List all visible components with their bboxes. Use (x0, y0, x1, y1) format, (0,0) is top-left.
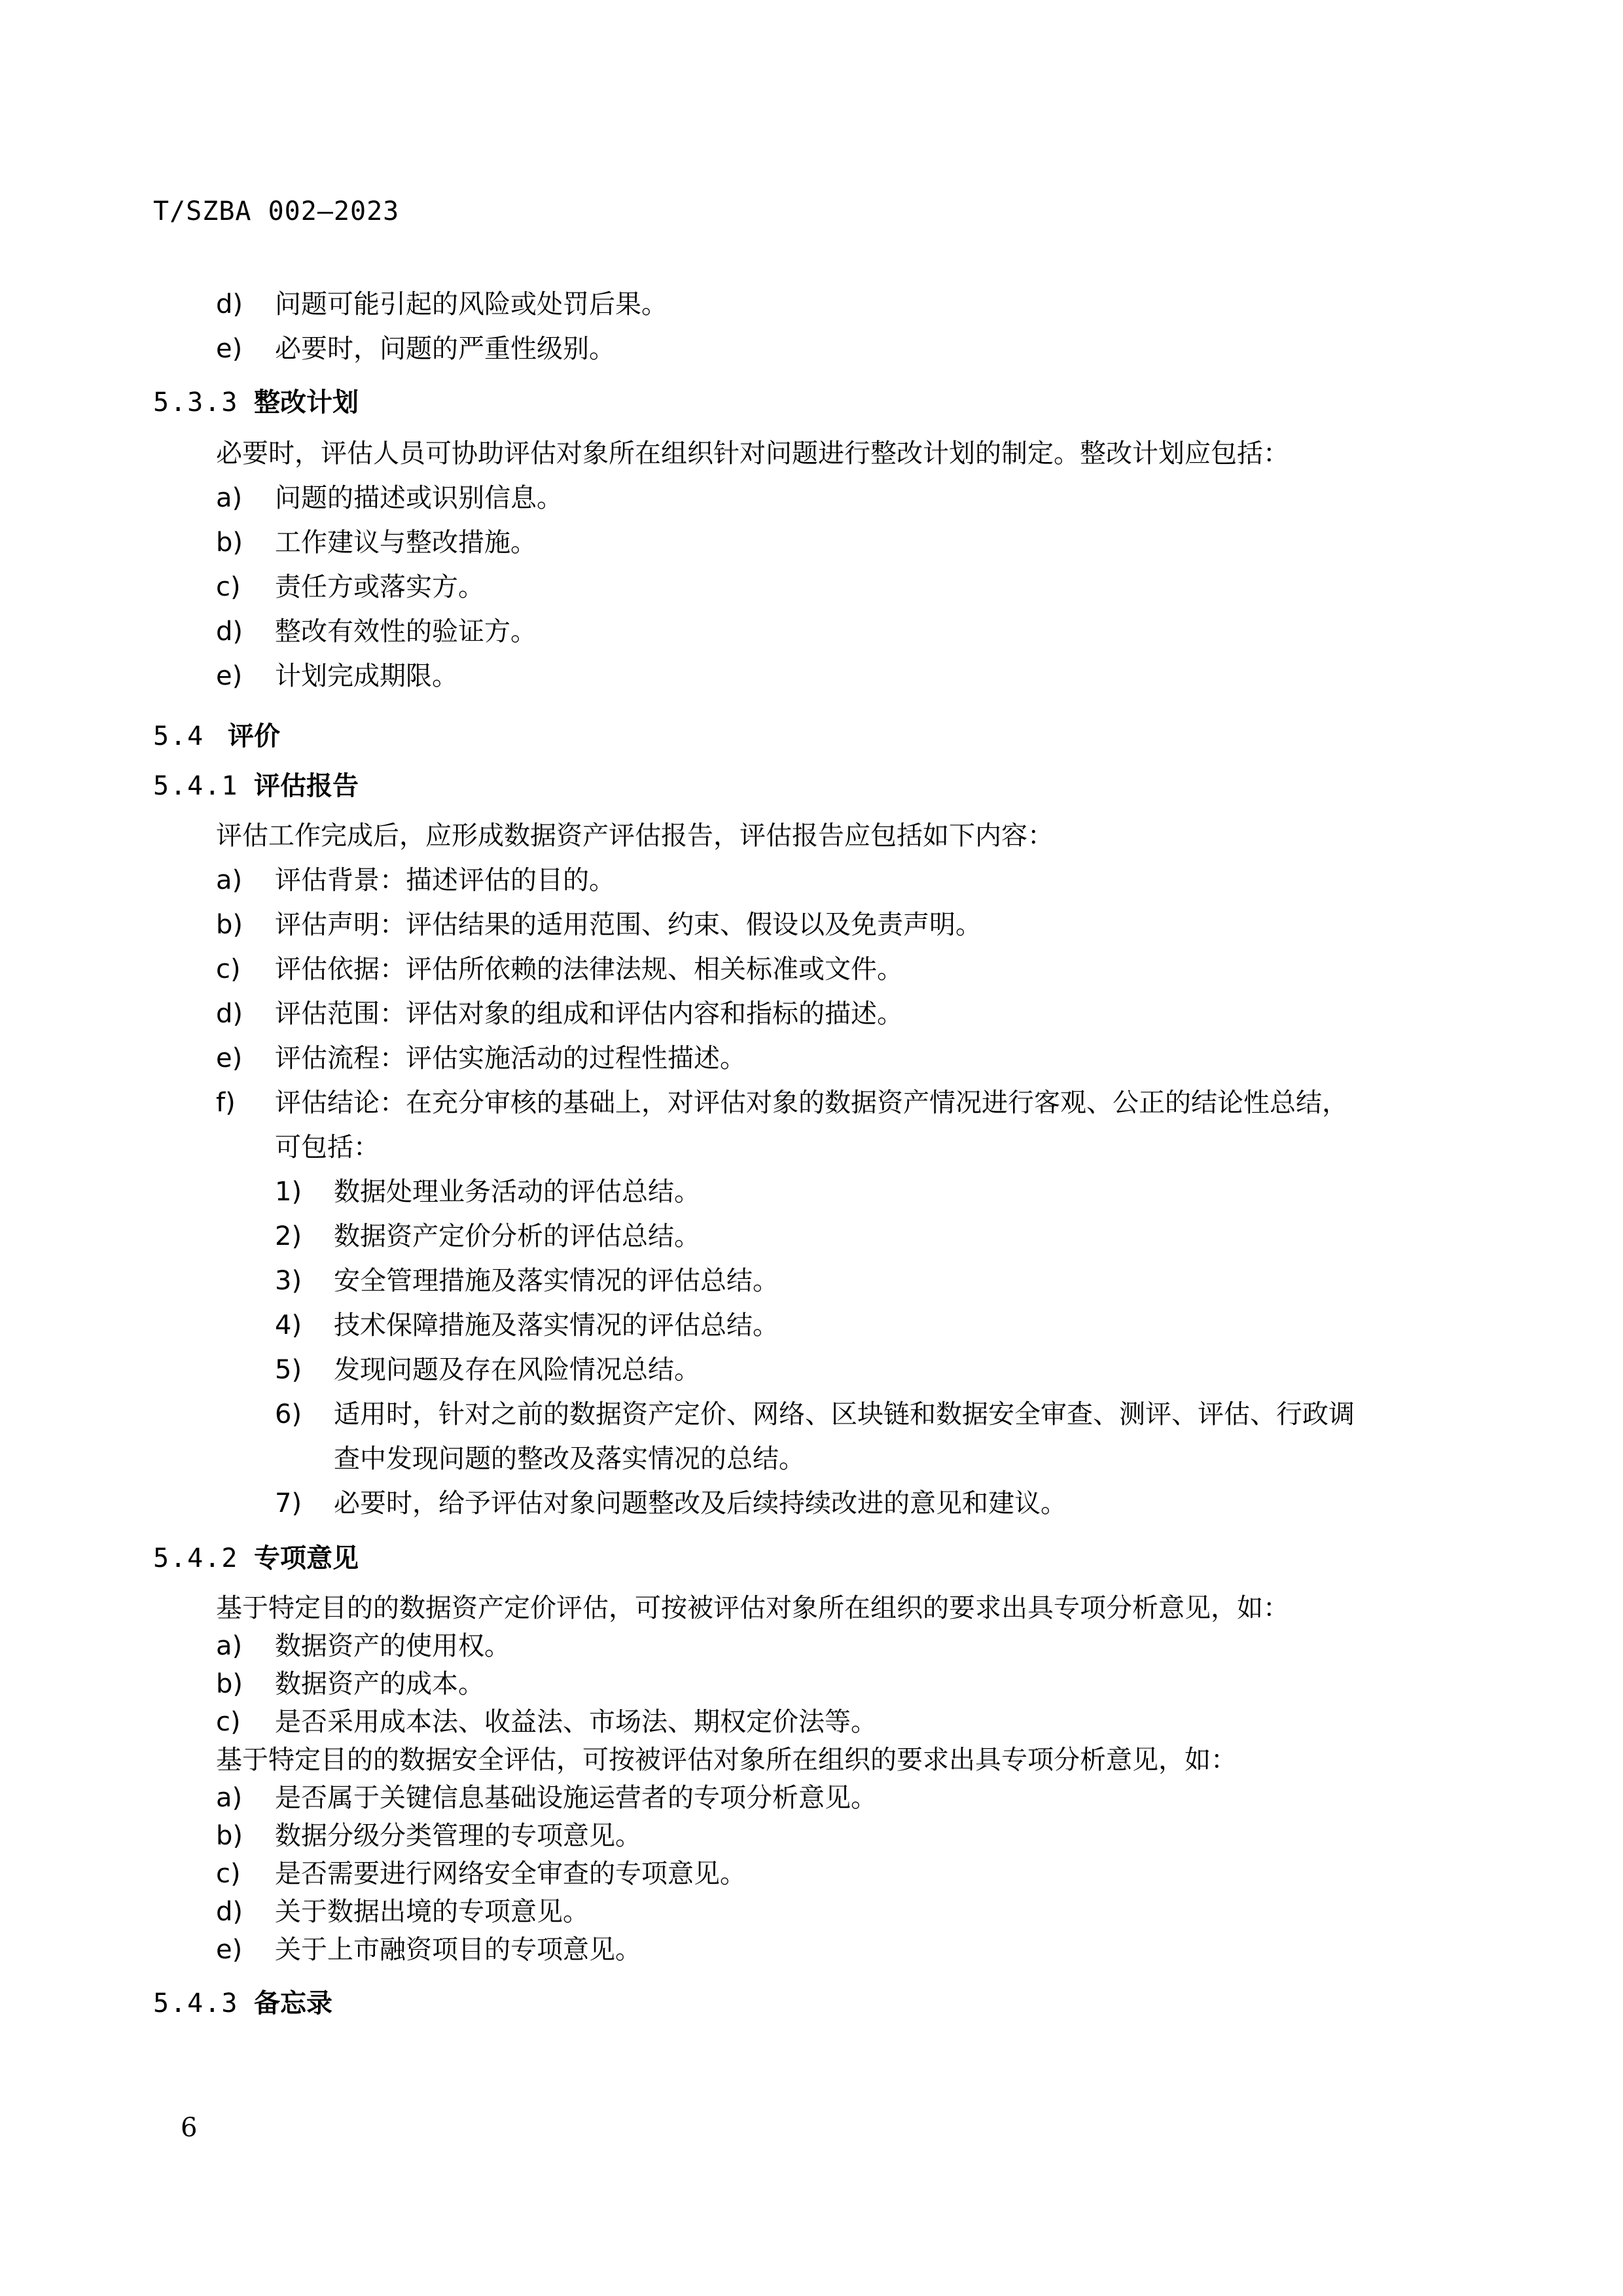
item-text: 是否需要进行网络安全审查的专项意见。 (275, 1859, 746, 1889)
item-label: e) (216, 334, 243, 364)
item-label: a) (216, 1631, 243, 1661)
item-label: f) (216, 1088, 236, 1118)
section-title: 专项意见 (254, 1543, 359, 1573)
item-label: c) (216, 954, 241, 984)
section-number: 5.4.3 (153, 1988, 239, 2018)
paragraph-text: 必要时，评估人员可协助评估对象所在组织针对问题进行整改计划的制定。整改计划应包括： (216, 439, 1289, 469)
page-number: 6 (181, 2113, 198, 2143)
item-text: 评估结论：在充分审核的基础上，对评估对象的数据资产情况进行客观、公正的结论性总结， (275, 1088, 1348, 1118)
item-text: 技术保障措施及落实情况的评估总结。 (334, 1310, 779, 1340)
paragraph-text: 基于特定目的的数据安全评估，可按被评估对象所在组织的要求出具专项分析意见，如： (216, 1745, 1237, 1775)
item-label: c) (216, 1707, 241, 1737)
item-text: 可包括： (275, 1132, 380, 1162)
item-label: a) (216, 1783, 243, 1813)
section-number: 5.4 (153, 721, 205, 751)
section-title: 评估报告 (254, 771, 359, 801)
item-text: 数据分级分类管理的专项意见。 (275, 1821, 641, 1851)
section-title: 备忘录 (254, 1988, 332, 2018)
item-label: d) (216, 1897, 243, 1927)
item-label: b) (216, 910, 243, 940)
section-number: 5.4.2 (153, 1543, 239, 1573)
item-text: 适用时，针对之前的数据资产定价、网络、区块链和数据安全审查、测评、评估、行政调 (334, 1399, 1355, 1429)
item-label: d) (216, 289, 243, 319)
item-text: 是否属于关键信息基础设施运营者的专项分析意见。 (275, 1783, 877, 1813)
item-text: 问题的描述或识别信息。 (275, 483, 563, 513)
item-label: d) (216, 617, 243, 647)
section-number: 5.3.3 (153, 387, 239, 418)
item-label: a) (216, 865, 243, 895)
item-label: 2) (275, 1221, 302, 1251)
section-number: 5.4.1 (153, 771, 239, 801)
item-label: 7) (275, 1488, 302, 1518)
item-text: 数据资产定价分析的评估总结。 (334, 1221, 700, 1251)
item-label: a) (216, 483, 243, 513)
item-text: 数据资产的成本。 (275, 1669, 484, 1699)
section-title: 整改计划 (254, 387, 359, 418)
item-text: 工作建议与整改措施。 (275, 528, 537, 558)
item-label: b) (216, 1821, 243, 1851)
item-label: b) (216, 1669, 243, 1699)
item-label: 4) (275, 1310, 302, 1340)
paragraph-text: 评估工作完成后，应形成数据资产评估报告，评估报告应包括如下内容： (216, 821, 1054, 851)
item-text: 评估范围：评估对象的组成和评估内容和指标的描述。 (275, 999, 903, 1029)
item-text: 问题可能引起的风险或处罚后果。 (275, 289, 668, 319)
item-text: 安全管理措施及落实情况的评估总结。 (334, 1266, 779, 1296)
paragraph-text: 基于特定目的的数据资产定价评估，可按被评估对象所在组织的要求出具专项分析意见，如： (216, 1593, 1289, 1623)
item-text: 评估背景：描述评估的目的。 (275, 865, 615, 895)
item-label: 6) (275, 1399, 302, 1429)
standard-code: T/SZBA 002—2023 (153, 196, 400, 226)
item-label: d) (216, 999, 243, 1029)
item-label: 3) (275, 1266, 302, 1296)
item-label: 1) (275, 1177, 302, 1207)
item-text: 必要时，问题的严重性级别。 (275, 334, 615, 364)
item-text: 关于上市融资项目的专项意见。 (275, 1935, 641, 1965)
item-text: 评估流程：评估实施活动的过程性描述。 (275, 1043, 746, 1073)
section-title: 评价 (228, 721, 280, 751)
item-label: c) (216, 572, 241, 602)
item-label: e) (216, 1935, 243, 1965)
item-text: 评估依据：评估所依赖的法律法规、相关标准或文件。 (275, 954, 903, 984)
item-text: 是否采用成本法、收益法、市场法、期权定价法等。 (275, 1707, 877, 1737)
item-text: 责任方或落实方。 (275, 572, 484, 602)
item-label: c) (216, 1859, 241, 1889)
item-label: b) (216, 528, 243, 558)
item-label: e) (216, 661, 243, 691)
item-text: 数据处理业务活动的评估总结。 (334, 1177, 700, 1207)
item-text: 查中发现问题的整改及落实情况的总结。 (334, 1444, 805, 1474)
item-text: 评估声明：评估结果的适用范围、约束、假设以及免责声明。 (275, 910, 982, 940)
item-label: 5) (275, 1355, 302, 1385)
item-text: 必要时，给予评估对象问题整改及后续持续改进的意见和建议。 (334, 1488, 1067, 1518)
item-text: 发现问题及存在风险情况总结。 (334, 1355, 700, 1385)
item-text: 数据资产的使用权。 (275, 1631, 510, 1661)
item-text: 整改有效性的验证方。 (275, 617, 537, 647)
item-text: 计划完成期限。 (275, 661, 458, 691)
item-label: e) (216, 1043, 243, 1073)
item-text: 关于数据出境的专项意见。 (275, 1897, 589, 1927)
